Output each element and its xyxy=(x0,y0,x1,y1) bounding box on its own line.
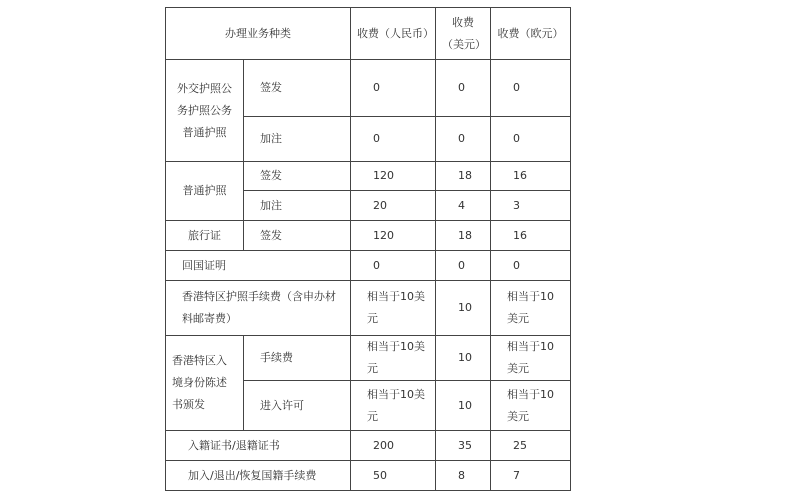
header-fee-eur: 收费（欧元） xyxy=(491,8,571,60)
row-label-ordinary: 普通护照 xyxy=(166,162,244,221)
fee-rmb: 0 xyxy=(351,117,436,162)
fee-eur: 0 xyxy=(491,251,571,281)
fee-usd: 35 xyxy=(436,431,491,461)
fee-eur: 相当于10美元 xyxy=(491,336,571,381)
fee-eur: 16 xyxy=(491,162,571,191)
row-label-nationality-fee: 加入/退出/恢复国籍手续费 xyxy=(166,461,351,491)
row-label-travel-doc: 旅行证 xyxy=(166,221,244,251)
sub-label: 加注 xyxy=(244,191,351,221)
header-fee-rmb: 收费（人民币） xyxy=(351,8,436,60)
row-label-naturalization: 入籍证书/退籍证书 xyxy=(166,431,351,461)
table-row xyxy=(166,162,571,191)
sub-label: 进入许可 xyxy=(244,381,351,431)
fee-rmb: 相当于10美元 xyxy=(351,336,436,381)
fee-usd: 0 xyxy=(436,251,491,281)
row-label-hk-entry: 香港特区入境身份陈述书颁发 xyxy=(166,336,244,431)
table-row xyxy=(166,336,571,381)
sub-label: 签发 xyxy=(244,162,351,191)
fee-usd: 10 xyxy=(436,281,491,336)
table-row xyxy=(166,251,571,281)
fee-usd: 18 xyxy=(436,221,491,251)
fee-usd: 10 xyxy=(436,336,491,381)
row-label-diplomatic: 外交护照公务护照公务普通护照 xyxy=(166,60,244,162)
fee-rmb: 20 xyxy=(351,191,436,221)
header-row xyxy=(166,8,571,60)
fee-rmb: 0 xyxy=(351,60,436,117)
sub-label: 手续费 xyxy=(244,336,351,381)
fee-rmb: 0 xyxy=(351,251,436,281)
fee-usd: 10 xyxy=(436,381,491,431)
fee-table-container xyxy=(165,7,571,491)
fee-usd: 0 xyxy=(436,60,491,117)
sub-label: 加注 xyxy=(244,117,351,162)
table-row xyxy=(166,60,571,117)
header-category: 办理业务种类 xyxy=(166,8,351,60)
fee-eur: 7 xyxy=(491,461,571,491)
fee-eur: 3 xyxy=(491,191,571,221)
fee-rmb: 120 xyxy=(351,162,436,191)
fee-eur: 相当于10美元 xyxy=(491,381,571,431)
fee-rmb: 相当于10美元 xyxy=(351,281,436,336)
fee-table xyxy=(165,7,571,491)
fee-eur: 0 xyxy=(491,60,571,117)
table-row xyxy=(166,431,571,461)
fee-rmb: 200 xyxy=(351,431,436,461)
fee-rmb: 50 xyxy=(351,461,436,491)
row-label-return-cert: 回国证明 xyxy=(166,251,351,281)
sub-label: 签发 xyxy=(244,60,351,117)
fee-usd: 0 xyxy=(436,117,491,162)
fee-usd: 4 xyxy=(436,191,491,221)
sub-label: 签发 xyxy=(244,221,351,251)
header-fee-usd: 收费（美元） xyxy=(436,8,491,60)
row-label-hk-passport-fee: 香港特区护照手续费（含申办材料邮寄费） xyxy=(166,281,351,336)
fee-eur: 25 xyxy=(491,431,571,461)
table-row xyxy=(166,221,571,251)
fee-rmb: 120 xyxy=(351,221,436,251)
fee-usd: 8 xyxy=(436,461,491,491)
fee-eur: 16 xyxy=(491,221,571,251)
table-row xyxy=(166,461,571,491)
table-row xyxy=(166,281,571,336)
fee-rmb: 相当于10美元 xyxy=(351,381,436,431)
fee-usd: 18 xyxy=(436,162,491,191)
fee-eur: 相当于10美元 xyxy=(491,281,571,336)
fee-eur: 0 xyxy=(491,117,571,162)
